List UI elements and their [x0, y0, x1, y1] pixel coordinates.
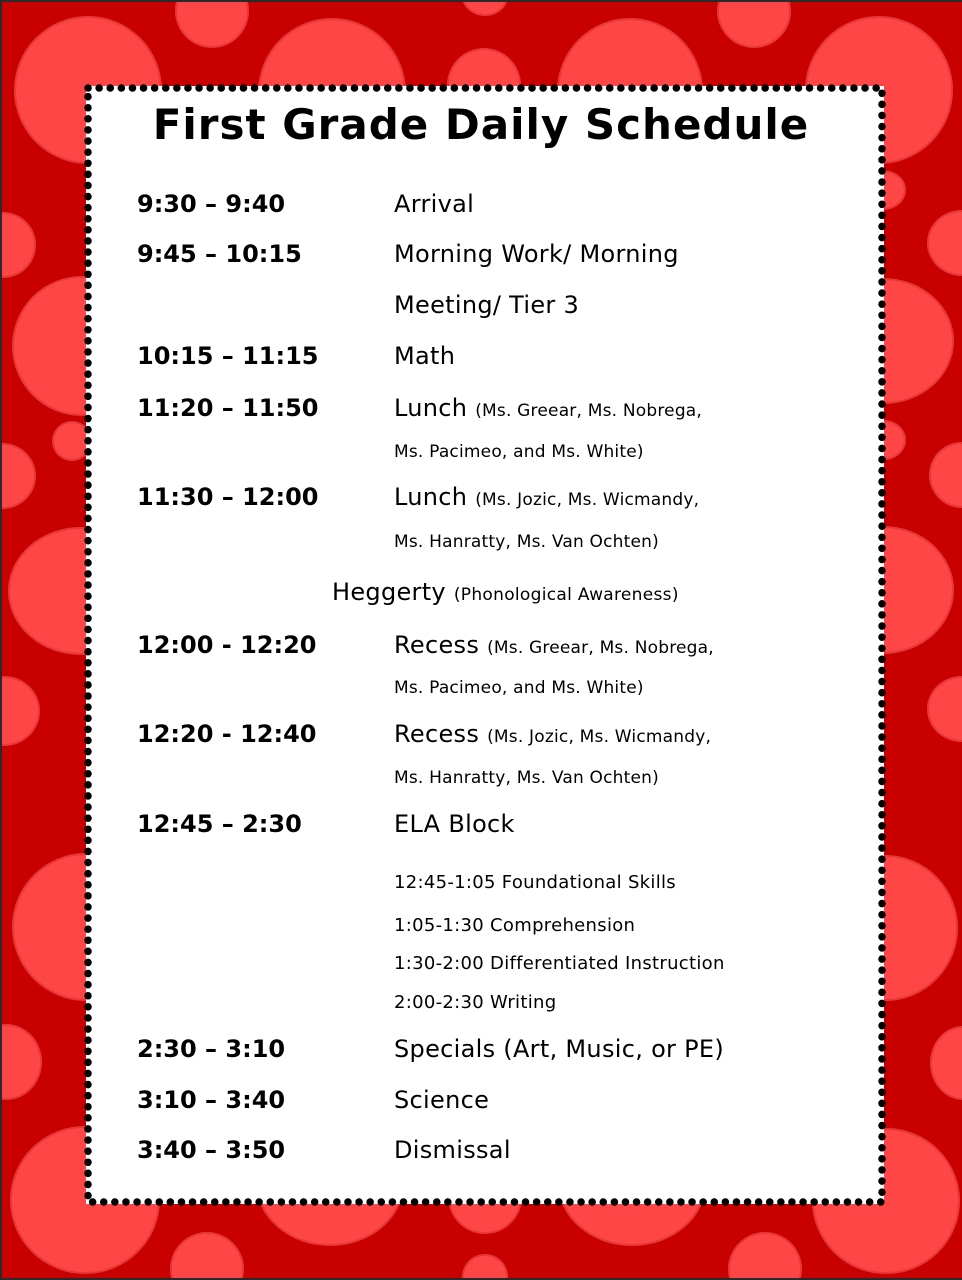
time-range: 12:45 – 2:30 — [137, 810, 302, 838]
schedule-row-math — [0, 342, 962, 382]
activity-label — [394, 483, 699, 511]
schedule-row-lunch-1-cont — [0, 442, 962, 482]
heggerty-note: (Phonological Awareness) — [453, 585, 679, 605]
activity-name: Recess — [394, 631, 480, 659]
activity-name: Lunch — [394, 394, 468, 422]
schedule-row-dismissal — [0, 1136, 962, 1176]
teacher-note: (Ms. Greear, Ms. Nobrega, — [475, 401, 703, 421]
time-range: 3:40 – 3:50 — [137, 1136, 286, 1164]
activity-label: Math — [394, 342, 456, 370]
polka-dot — [175, 0, 249, 48]
time-range: 11:30 – 12:00 — [137, 483, 319, 511]
time-range: 12:00 - 12:20 — [137, 631, 317, 659]
schedule-row-recess-2-cont — [0, 768, 962, 808]
ela-subblock-label: 1:05-1:30 Comprehension — [394, 915, 636, 936]
schedule-row-science — [0, 1086, 962, 1126]
ela-subblock — [0, 872, 962, 912]
schedule-row-morning-work-cont — [0, 291, 962, 331]
page-title: First Grade Daily Schedule — [152, 100, 810, 149]
activity-label: ELA Block — [394, 810, 515, 838]
ela-subblock — [0, 953, 962, 993]
time-range: 10:15 – 11:15 — [137, 342, 319, 370]
polka-dot — [728, 1232, 802, 1280]
activity-label — [394, 394, 702, 422]
activity-label-continued: Meeting/ Tier 3 — [394, 291, 580, 319]
activity-label: Arrival — [394, 190, 475, 218]
schedule-row-specials — [0, 1035, 962, 1075]
activity-label — [394, 720, 711, 748]
time-range: 11:20 – 11:50 — [137, 394, 319, 422]
teacher-note: (Ms. Jozic, Ms. Wicmandy, — [475, 490, 700, 510]
teacher-note-continued: Ms. Hanratty, Ms. Van Ochten) — [394, 532, 659, 552]
teacher-note-continued: Ms. Pacimeo, and Ms. White) — [394, 442, 644, 462]
activity-label: Morning Work/ Morning — [394, 240, 679, 268]
teacher-note: (Ms. Greear, Ms. Nobrega, — [487, 638, 714, 658]
time-range: 2:30 – 3:10 — [137, 1035, 286, 1063]
activity-label: Specials (Art, Music, or PE) — [394, 1035, 725, 1063]
ela-subblock — [0, 915, 962, 955]
polka-dot — [170, 1232, 244, 1280]
schedule-row-recess-1 — [0, 631, 962, 671]
activity-label: Science — [394, 1086, 490, 1114]
schedule-row-ela-block — [0, 810, 962, 850]
polka-dot — [717, 0, 791, 48]
polka-dot — [462, 0, 508, 16]
teacher-note-continued: Ms. Pacimeo, and Ms. White) — [394, 678, 644, 698]
activity-label — [394, 631, 714, 659]
teacher-note-continued: Ms. Hanratty, Ms. Van Ochten) — [394, 768, 659, 788]
schedule-row-lunch-2 — [0, 483, 962, 523]
teacher-note: (Ms. Jozic, Ms. Wicmandy, — [487, 727, 712, 747]
time-range: 3:10 – 3:40 — [137, 1086, 286, 1114]
heggerty-label — [332, 578, 679, 606]
heggerty-name: Heggerty — [332, 578, 446, 606]
polka-dot — [462, 1254, 508, 1280]
time-range: 9:45 – 10:15 — [137, 240, 302, 268]
ela-subblock-label: 2:00-2:30 Writing — [394, 992, 557, 1013]
activity-name: Recess — [394, 720, 480, 748]
heggerty-row — [0, 578, 962, 618]
ela-subblock-label: 1:30-2:00 Differentiated Instruction — [394, 953, 725, 974]
activity-name: Lunch — [394, 483, 468, 511]
time-range: 9:30 – 9:40 — [137, 190, 286, 218]
schedule-row-recess-1-cont — [0, 678, 962, 718]
schedule-row-lunch-1 — [0, 394, 962, 434]
schedule-row-arrival — [0, 190, 962, 230]
schedule-row-recess-2 — [0, 720, 962, 760]
schedule-row-morning-work — [0, 240, 962, 280]
ela-subblock — [0, 992, 962, 1032]
time-range: 12:20 - 12:40 — [137, 720, 317, 748]
activity-label: Dismissal — [394, 1136, 511, 1164]
ela-subblock-label: 12:45-1:05 Foundational Skills — [394, 872, 676, 893]
schedule-row-lunch-2-cont — [0, 532, 962, 572]
